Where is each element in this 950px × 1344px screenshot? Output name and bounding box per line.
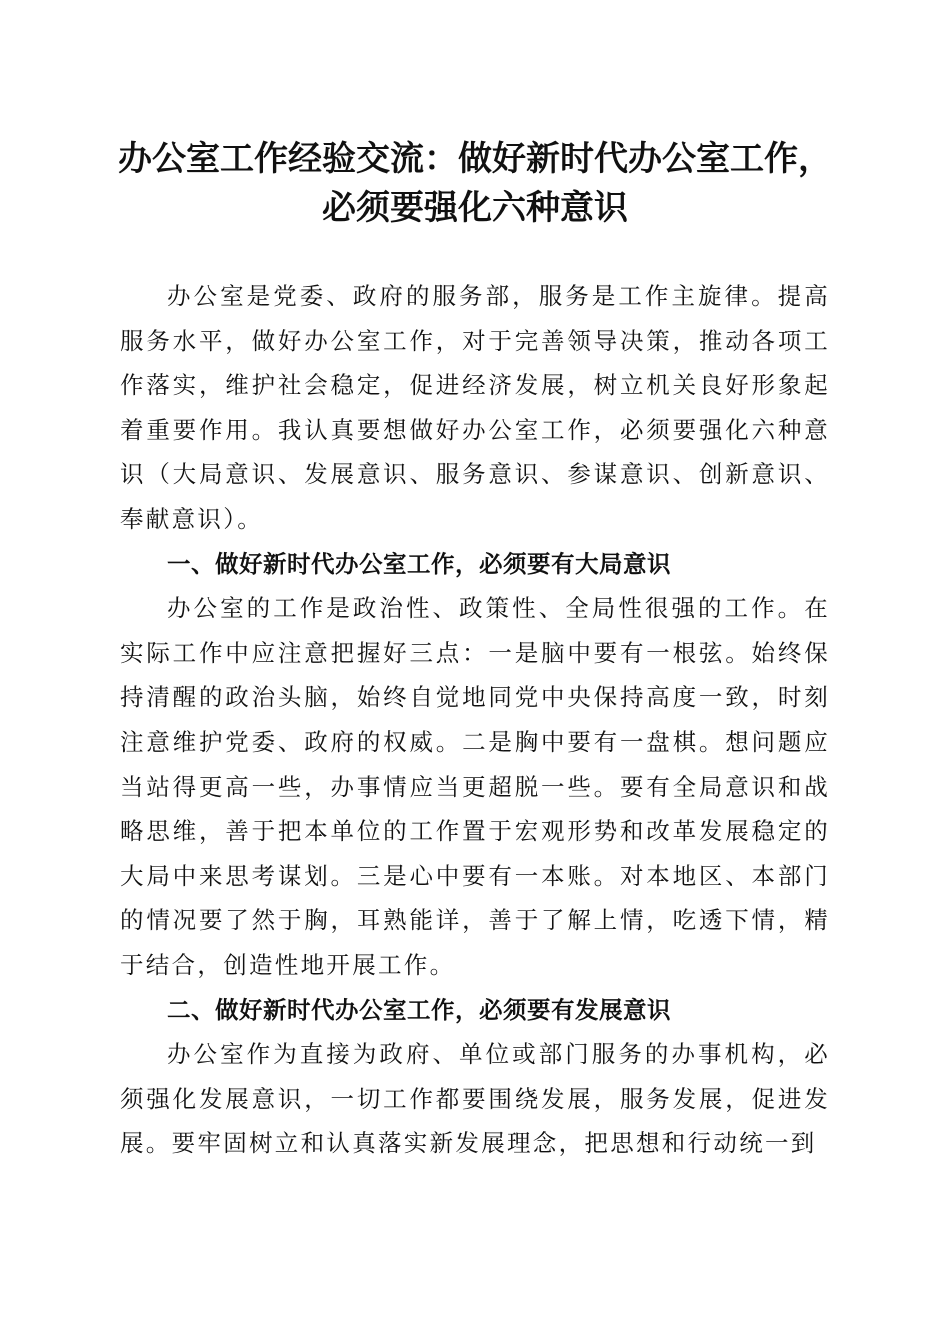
document-title-line-2: 必须要强化六种意识 (322, 188, 628, 228)
document-title-line-1: 办公室工作经验交流：做好新时代办公室工作， (118, 139, 832, 179)
section-1-paragraph: 办公室的工作是政治性、政策性、全局性很强的工作。在实际工作中应注意把握好三点：一是脑中要有一根弦。始终保持清醒的政治头脑，始终自觉地同党中央保持高度一致，时刻注意维护党委、政府的权威。二是胸中要有一盘棋。想问题应当站得更高一些，办事情应当更超脱一些。要有全局意识和战略思维，善于把本单位的工作置于宏观形势和改革发展稳定的大局中来思考谋划。三是心中要有一本账。对本地区、本部门的情况要了然于胸，耳熟能详，善于了解上情，吃透下情，精于结合，创造性地开展工作。 (120, 594, 830, 979)
document-body (120, 274, 830, 1166)
section-2-paragraph: 办公室作为直接为政府、单位或部门服务的办事机构，必须强化发展意识，一切工作都要围绕发展，服务发展，促进发展。要牢固树立和认真落实新发展理念，把思想和行动统一到 (120, 1040, 830, 1158)
intro-paragraph: 办公室是党委、政府的服务部，服务是工作主旋律。提高服务水平，做好办公室工作，对于完善领导决策，推动各项工作落实，维护社会稳定，促进经济发展，树立机关良好形象起着重要作用。我认真要想做好办公室工作，必须要强化六种意识（大局意识、发展意识、服务意识、参谋意识、创新意识、奉献意识）。 (120, 282, 830, 533)
section-heading-2: 二、做好新时代办公室工作，必须要有发展意识 (167, 995, 671, 1024)
section-heading-1: 一、做好新时代办公室工作，必须要有大局意识 (167, 549, 671, 578)
